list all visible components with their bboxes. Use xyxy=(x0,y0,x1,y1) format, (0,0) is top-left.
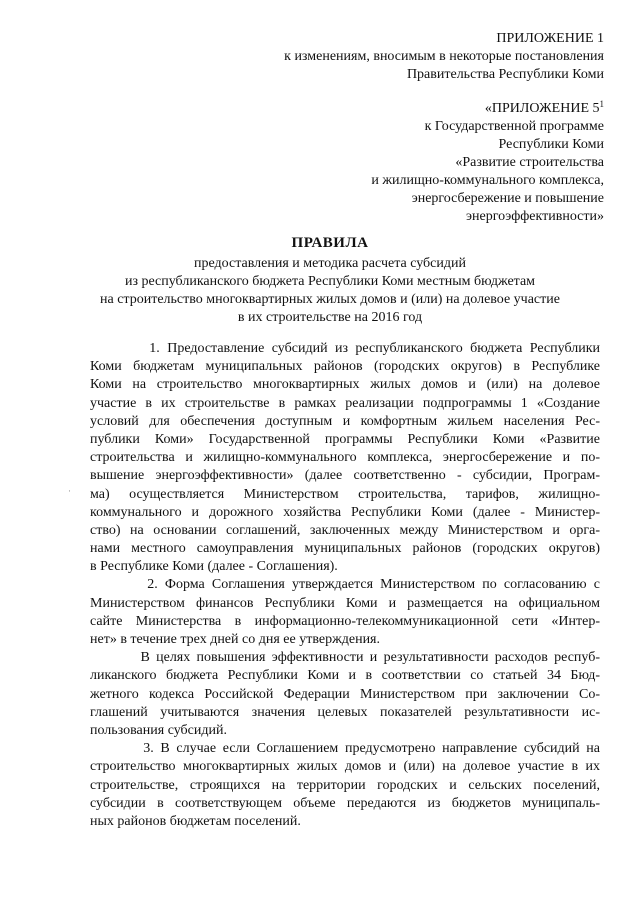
appendix-5-superscript: 1 xyxy=(599,99,604,109)
text-line: жетного кодекса Российской Федерации Министерством при заключении Со- xyxy=(90,686,600,702)
text-line: строительстве, строящихся на территории городских и сельских поселений, xyxy=(90,777,600,793)
text-line: В целях повышения эффективности и результативности расходов респуб- xyxy=(90,650,600,666)
paragraph-3 xyxy=(90,649,600,740)
text-line: нет» в течение трех дней со дня ее утверждения. xyxy=(90,632,381,647)
text-line: Министерством финансов Республики Коми и размещается на официальном xyxy=(90,595,600,611)
text-line: Коми на строительство многоквартирных жилых домов и (или) на долевое xyxy=(90,377,600,393)
rules-subtitle-line: из республиканского бюджета Республики Коми местным бюджетам xyxy=(124,274,536,289)
text-line: пользования субсидий. xyxy=(90,722,227,738)
appendix-5-title xyxy=(371,100,604,118)
text-line: нами местного самоуправления муниципальных районов (городских округов) xyxy=(90,541,600,557)
text-line: в Республике Коми (далее - Соглашения). xyxy=(90,559,338,575)
rules-subtitle-line: предоставления и методика расчета субсидий xyxy=(194,256,466,271)
rules-subtitle-line: на строительство многоквартирных жилых домов и (или) на долевое участие xyxy=(100,292,560,307)
appendix-1-line: к изменениям, вносимым в некоторые постановления xyxy=(284,49,604,64)
text-line: участие в их строительстве в рамках реализации подпрограммы 1 «Создание xyxy=(90,395,600,411)
text-line: строительства и жилищно-коммунального комплекса, энергосбережение и по- xyxy=(90,450,600,466)
appendix-5-title-text: «ПРИЛОЖЕНИЕ 5 xyxy=(484,101,600,116)
text-line: субсидии в соответствующем объеме передаются из бюджетов муниципаль- xyxy=(90,795,600,811)
appendix-5-line: энергоэффективности» xyxy=(466,209,604,224)
text-line: 3. В случае если Соглашением предусмотрено направление субсидий на xyxy=(90,741,600,757)
text-line: глашений учитываются значения целевых показателей результативности ис- xyxy=(90,704,600,720)
text-line: публики Коми» Государственной программы Республики Коми «Развитие xyxy=(90,431,600,447)
appendix-5-line: энергосбережение и повышение xyxy=(411,191,604,206)
paragraph-2 xyxy=(90,576,600,649)
appendix-5-line: Республики Коми xyxy=(498,137,604,152)
text-line: Коми бюджетам муниципальных районов (городских округов) в Республике xyxy=(90,359,600,375)
appendix-5-line: и жилищно-коммунального комплекса, xyxy=(371,173,604,188)
text-line: 2. Форма Соглашения утверждается Министерством по согласованию с xyxy=(90,577,600,593)
appendix-5-header xyxy=(371,100,604,226)
rules-subtitle-line: в их строительстве на 2016 год xyxy=(237,310,423,325)
text-line: 1. Предоставление субсидий из республиканского бюджета Республики xyxy=(90,341,600,356)
appendix-1-header xyxy=(284,30,604,84)
paragraph-1 xyxy=(90,340,600,576)
text-line: ликанского бюджета Республики Коми и в соответствии со статьей 34 Бюд- xyxy=(90,668,600,684)
text-line: сайте Министерства в информационно-телекоммуникационной сети «Интер- xyxy=(90,613,600,629)
text-line: ма) осуществляется Министерством строительства, тарифов, жилищно- xyxy=(90,486,600,502)
appendix-1-line: ПРИЛОЖЕНИЕ 1 xyxy=(496,31,604,46)
paragraph-4 xyxy=(90,740,600,831)
text-line: условий для обеспечения доступным и комфортным жильем населения Рес- xyxy=(90,413,600,429)
rules-title: ПРАВИЛА xyxy=(291,235,369,251)
appendix-1-line: Правительства Республики Коми xyxy=(406,67,604,82)
text-line: вышение энергоэффективности» (далее соответственно - субсидии, Програм- xyxy=(90,468,600,484)
text-line: строительство многоквартирных жилых домов и (или) на долевое участие в их xyxy=(90,759,600,775)
appendix-5-line: к Государственной программе xyxy=(424,119,604,134)
text-line: ных районов бюджетам поселений. xyxy=(90,813,301,829)
document-body xyxy=(90,340,600,831)
text-line: ство) на основании соглашений, заключенных между Министерством и орга- xyxy=(90,522,600,538)
text-line: коммунального и дорожного хозяйства Республики Коми (далее - Министер- xyxy=(90,504,600,520)
margin-mark: · xyxy=(68,486,71,496)
rules-title-block xyxy=(60,234,600,327)
appendix-5-line: «Развитие строительства xyxy=(455,155,604,170)
